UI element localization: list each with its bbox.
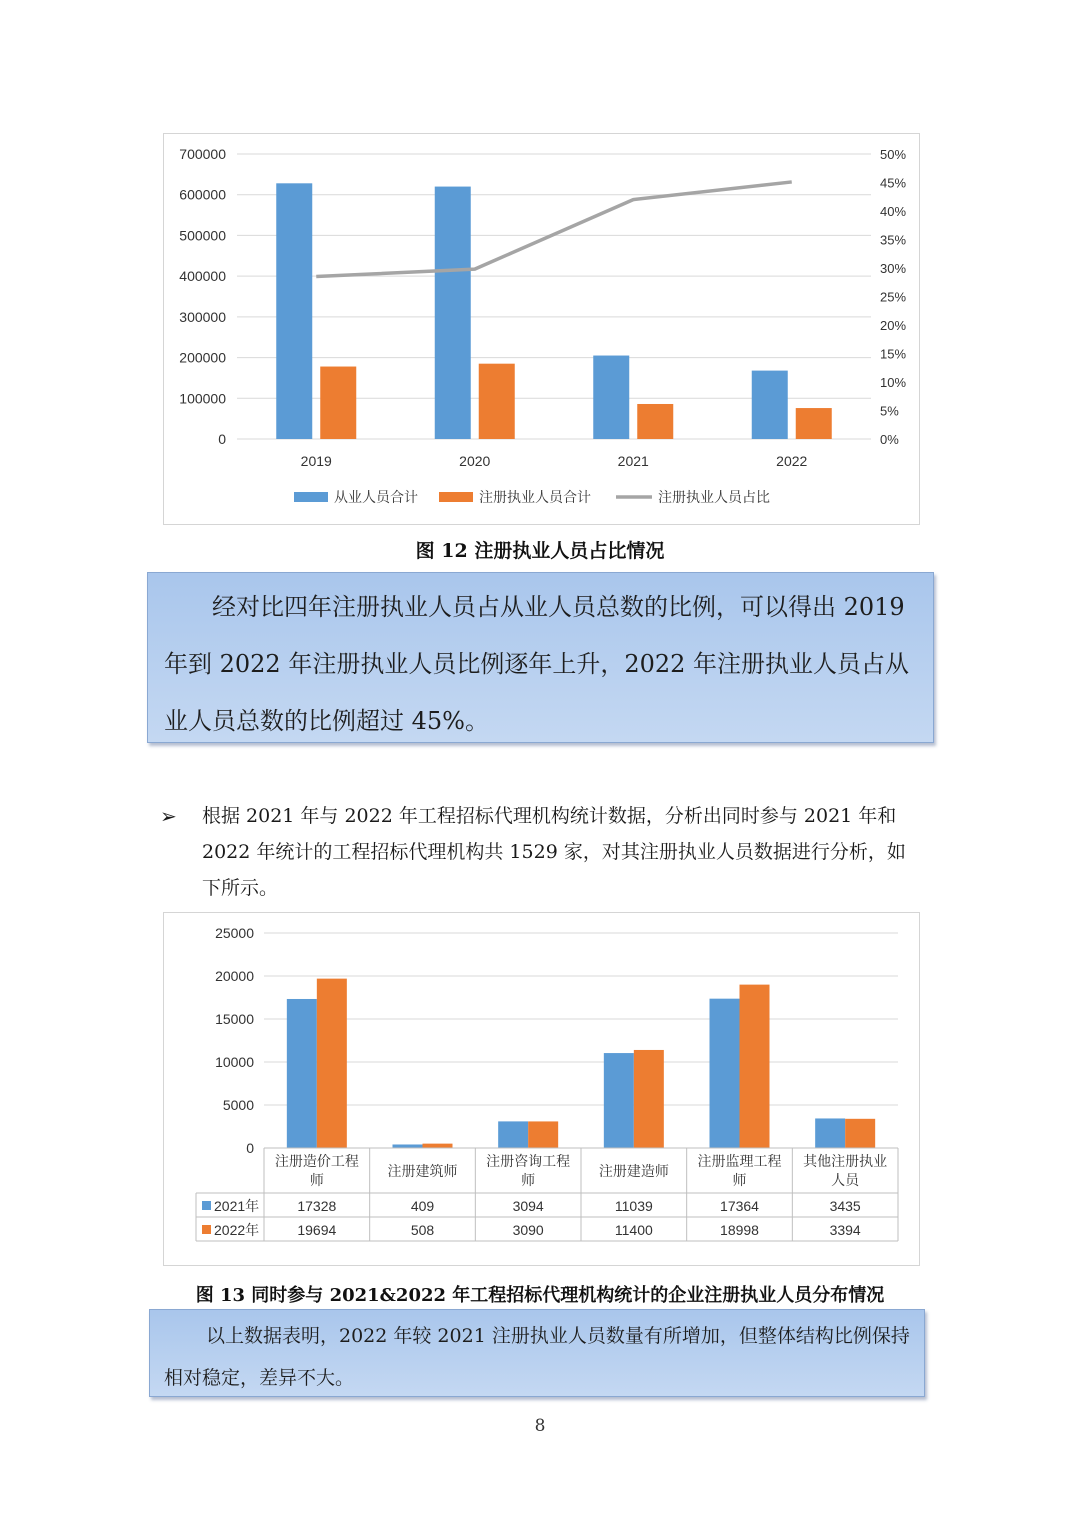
category-label: 注册建筑师 (387, 1163, 458, 1179)
y2-tick-label: 35% (880, 232, 907, 248)
figure-12-chart (163, 133, 920, 525)
x-tick-label: 2022 (776, 453, 808, 469)
bar-2022 (634, 1050, 664, 1148)
y-tick-label: 0 (246, 1140, 254, 1156)
summary-callout-2-text: 以上数据表明，2022 年较 2021 注册执业人员数量有所增加，但整体结构比例保持相对稳定，差异不大。 (164, 1325, 910, 1389)
legend-swatch-total-staff (294, 492, 328, 502)
table-value: 3394 (829, 1222, 861, 1238)
bar-2022 (740, 985, 770, 1148)
y-tick-label: 15000 (215, 1011, 254, 1027)
table-series-label: 2022年 (214, 1222, 260, 1238)
bar-2022 (528, 1121, 558, 1148)
y2-tick-label: 15% (880, 346, 907, 362)
category-label: 注册造价工程 (274, 1153, 359, 1169)
y2-tick-label: 5% (880, 403, 899, 419)
table-value: 18998 (720, 1222, 759, 1238)
table-value: 19694 (297, 1222, 337, 1238)
category-label: 人员 (831, 1172, 860, 1188)
y-tick-label: 300000 (179, 308, 226, 325)
category-label: 注册监理工程 (697, 1153, 782, 1169)
y2-tick-label: 0% (880, 432, 899, 447)
y2-tick-label: 50% (880, 147, 907, 162)
figure-12-svg (164, 134, 919, 524)
y-tick-label: 100000 (179, 390, 226, 407)
y2-tick-label: 20% (880, 318, 907, 333)
table-value: 11039 (614, 1198, 653, 1214)
table-value: 3435 (829, 1198, 861, 1214)
legend-label-registered-staff: 注册执业人员合计 (479, 489, 591, 505)
legend-swatch-registered-staff (439, 492, 473, 502)
page-number: 8 (534, 1416, 546, 1436)
arrow-bullet-icon: ➢ (160, 804, 177, 828)
y2-tick-label: 10% (880, 375, 907, 390)
category-label: 注册建造师 (598, 1163, 669, 1179)
bar-total-staff (435, 187, 471, 439)
summary-callout-2 (149, 1309, 925, 1397)
bar-2021 (710, 999, 740, 1148)
figure-12-caption: 图 12 注册执业人员占比情况 (415, 540, 665, 562)
y-tick-label: 20000 (215, 968, 254, 984)
bullet-paragraph (160, 798, 920, 906)
bar-total-staff (593, 356, 629, 439)
y-tick-label: 700000 (179, 146, 226, 162)
bar-2022 (317, 979, 347, 1148)
y-tick-label: 5000 (222, 1097, 254, 1113)
table-value: 3090 (512, 1222, 544, 1238)
bar-registered-staff (637, 404, 673, 439)
bar-registered-staff (796, 408, 832, 439)
x-tick-label: 2021 (617, 453, 649, 469)
category-label: 其他注册执业 (803, 1153, 888, 1169)
y2-tick-label: 40% (880, 204, 907, 219)
table-value: 508 (410, 1222, 435, 1238)
bar-total-staff (276, 183, 312, 439)
bar-total-staff (752, 371, 788, 439)
bar-2021 (498, 1121, 528, 1148)
y-tick-label: 0 (218, 431, 226, 447)
table-value: 17364 (720, 1198, 759, 1214)
bar-2021 (604, 1053, 634, 1148)
y-tick-label: 25000 (215, 925, 254, 941)
bullet-paragraph-text: 根据 2021 年与 2022 年工程招标代理机构统计数据，分析出同时参与 2021 年和 2022 年统计的工程招标代理机构共 1529 家，对其注册执业人员数据进行分析，如下所示。 (202, 805, 906, 899)
summary-callout-1-text: 经对比四年注册执业人员占从业人员总数的比例，可以得出 2019 年到 2022 年注册执业人员比例逐年上升，2022 年注册执业人员占从业人员总数的比例超过 45%。 (164, 593, 910, 735)
y-tick-label: 400000 (179, 268, 226, 285)
figure-13-chart (163, 912, 920, 1266)
category-label: 师 (521, 1172, 536, 1188)
x-tick-label: 2020 (459, 453, 491, 469)
bar-2021 (393, 1144, 423, 1148)
y-tick-label: 600000 (179, 186, 226, 203)
x-tick-label: 2019 (300, 453, 332, 469)
category-label: 师 (309, 1172, 324, 1188)
table-value: 11400 (614, 1222, 653, 1238)
summary-callout-1 (147, 572, 934, 743)
y-tick-label: 500000 (179, 227, 226, 244)
bar-2022 (423, 1144, 453, 1148)
category-label: 师 (732, 1172, 747, 1188)
bar-2022 (845, 1119, 875, 1148)
bar-2021 (815, 1118, 845, 1148)
table-value: 3094 (512, 1198, 544, 1214)
y2-tick-label: 45% (880, 175, 907, 191)
bar-2021 (287, 999, 317, 1148)
table-value: 409 (410, 1198, 435, 1214)
table-legend-swatch (202, 1225, 211, 1234)
y2-tick-label: 25% (880, 289, 907, 305)
y-tick-label: 200000 (179, 349, 226, 366)
y-tick-label: 10000 (215, 1054, 254, 1070)
legend-label-ratio: 注册执业人员占比 (658, 489, 770, 505)
table-value: 17328 (297, 1198, 337, 1214)
bar-registered-staff (320, 367, 356, 439)
table-series-label: 2021年 (214, 1198, 260, 1214)
category-label: 注册咨询工程 (486, 1153, 571, 1169)
y2-tick-label: 30% (880, 261, 907, 276)
legend-label-total-staff: 从业人员合计 (334, 489, 418, 505)
figure-13-caption: 图 13 同时参与 2021&2022 年工程招标代理机构统计的企业注册执业人员分布情况 (195, 1285, 885, 1306)
line-registered-ratio (316, 182, 792, 277)
figure-13-svg (164, 913, 919, 1265)
bar-registered-staff (479, 364, 515, 439)
table-legend-swatch (202, 1201, 211, 1210)
